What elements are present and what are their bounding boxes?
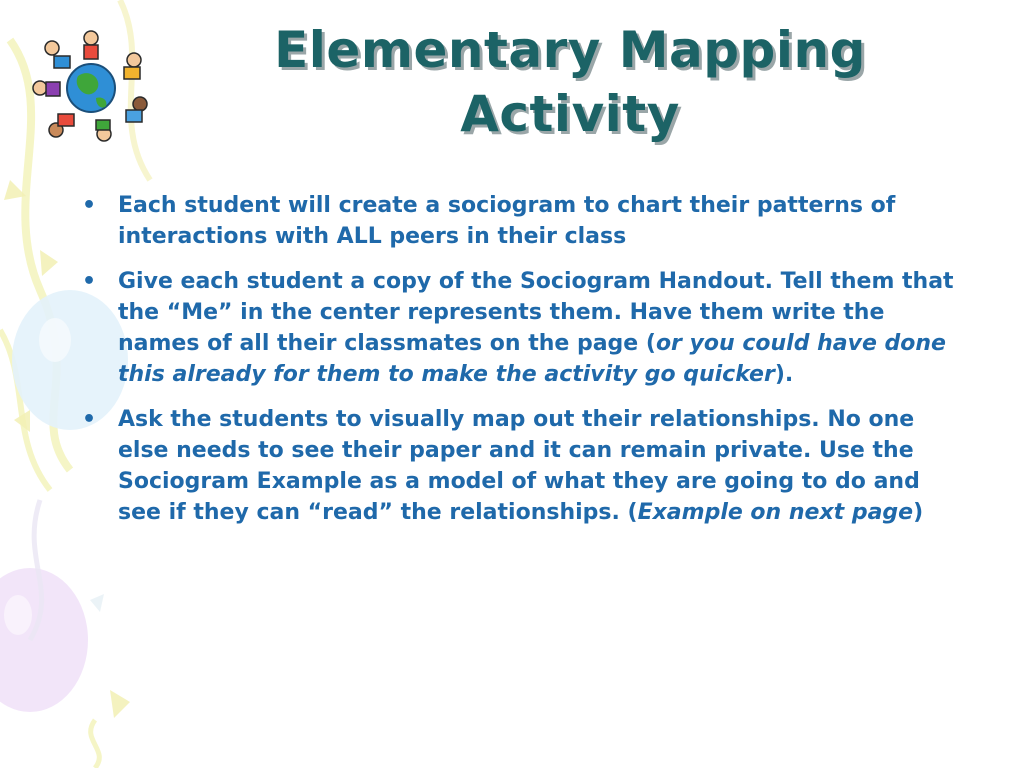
triangle-confetti-5 xyxy=(90,594,104,612)
bullet-italic-note: or you could have done this already for them to make the activity go quicker xyxy=(118,331,946,387)
children-around-globe-icon xyxy=(26,26,156,144)
bullet-text: Give each student a copy of the Sociogram Handout. Tell them that the “Me” in the center represents them. Have them write the names of all their classmates on the page ( xyxy=(118,269,954,356)
bullet-list xyxy=(80,190,960,542)
triangle-confetti-3 xyxy=(110,690,130,718)
bullet-item xyxy=(80,190,960,252)
bullet-text: Ask the students to visually map out their relationships. No one else needs to see their paper and it can remain private. Use the Sociogram Example as a model of what they are going to do and see if they can “read” the relationships. ( xyxy=(118,407,920,525)
balloon-purple xyxy=(0,568,88,712)
bullet-item xyxy=(80,266,960,390)
bullet-text: Each student will create a sociogram to chart their patterns of interactions with ALL peers in their class xyxy=(118,193,896,249)
triangle-confetti-2 xyxy=(40,250,58,276)
bullet-italic-note: Example on next page xyxy=(637,500,914,525)
bullet-text-end: ) xyxy=(913,500,924,525)
bullet-marker: • xyxy=(82,407,97,432)
slide-title: Elementary Mapping Activity xyxy=(274,21,866,143)
bullet-item xyxy=(80,404,960,528)
bullet-text-end: ). xyxy=(774,362,794,387)
bullet-marker: • xyxy=(82,193,97,218)
bullet-marker: • xyxy=(82,269,97,294)
